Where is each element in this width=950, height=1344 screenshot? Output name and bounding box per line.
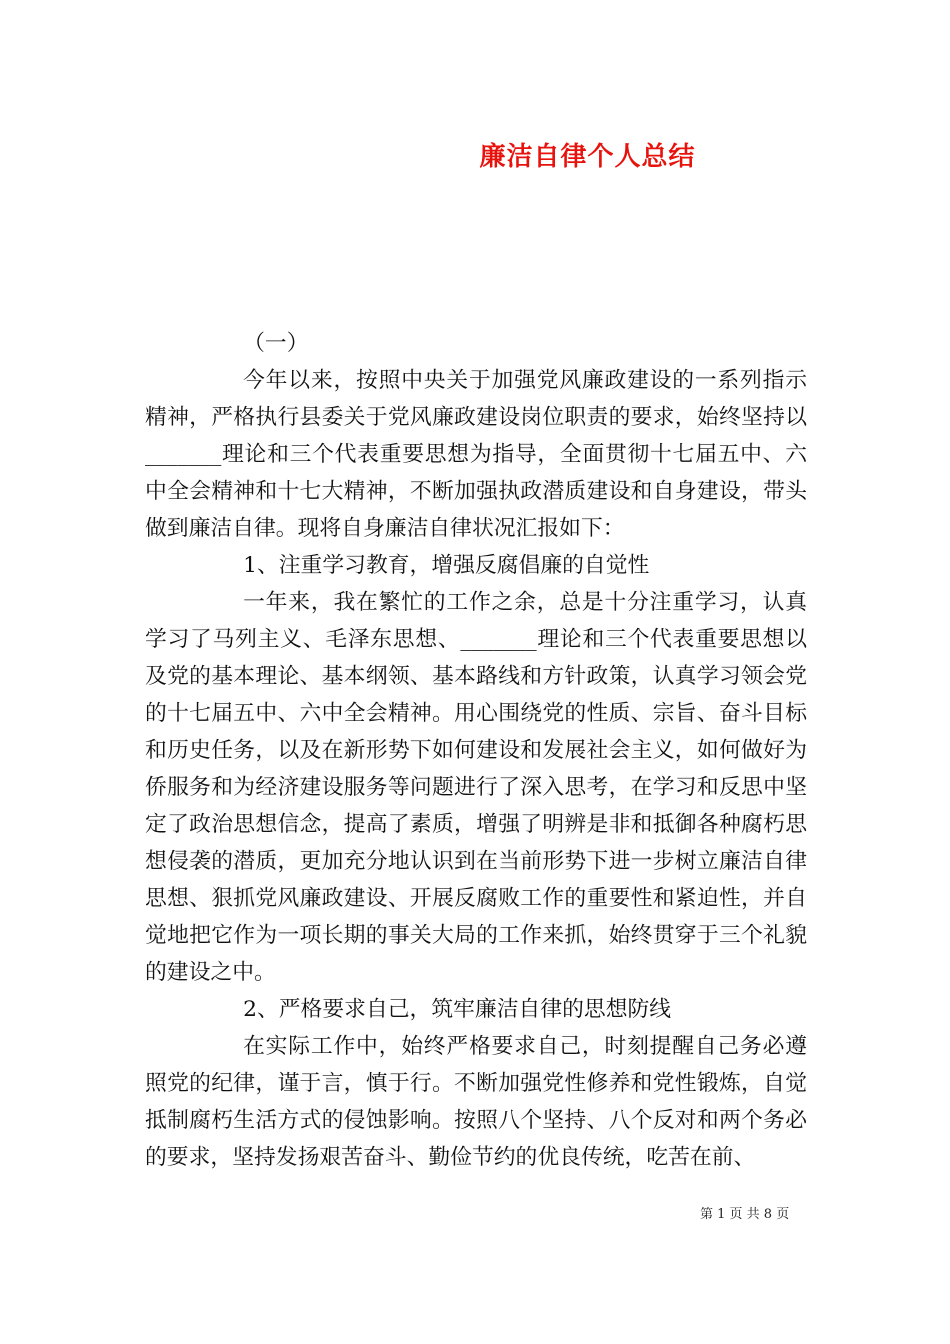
paragraph: 在实际工作中，始终严格要求自己，时刻提醒自己务必遵照党的纪律，谨于言，慎于行。不断加强党性修养和党性锻炼，自觉抵制腐朽生活方式的侵蚀影响。按照八个坚持、八个反对和两个务必的要求，坚持发扬艰苦奋斗、勤俭节约的优良传统，吃苦在前、 (145, 1034, 807, 1170)
section-heading: 2、严格要求自己，筑牢廉洁自律的思想防线 (243, 997, 672, 1022)
section-heading: 1、注重学习教育，增强反腐倡廉的自觉性 (243, 553, 650, 578)
section-mark: （一） (243, 331, 309, 356)
paragraph: 今年以来，按照中央关于加强党风廉政建设的一系列指示精神，严格执行县委关于党风廉政建设岗位职责的要求，始终坚持以_______理论和三个代表重要思想为指导，全面贯彻十七届五中、六中全会精神和十七大精神，不断加强执政潜质建设和自身建设，带头做到廉洁自律。现将自身廉洁自律状况汇报如下： (145, 368, 807, 541)
paragraph: 一年来，我在繁忙的工作之余，总是十分注重学习，认真学习了马列主义、毛泽东思想、_______理论和三个代表重要思想以及党的基本理论、基本纲领、基本路线和方针政策，认真学习领会党的十七届五中、六中全会精神。用心围绕党的性质、宗旨、奋斗目标和历史任务，以及在新形势下如何建设和发展社会主义，如何做好为侨服务和为经济建设服务等问题进行了深入思考，在学习和反思中坚定了政治思想信念，提高了素质，增强了明辨是非和抵御各种腐朽思想侵袭的潜质，更加充分地认识到在当前形势下进一步树立廉洁自律思想、狠抓党风廉政建设、开展反腐败工作的重要性和紧迫性，并自觉地把它作为一项长期的事关大局的工作来抓，始终贯穿于三个礼貌的建设之中。 (145, 590, 807, 985)
document-body (145, 325, 807, 1176)
page-number-footer: 第 1 页 共 8 页 (700, 1207, 790, 1222)
document-title: 廉洁自律个人总结 (479, 142, 696, 172)
